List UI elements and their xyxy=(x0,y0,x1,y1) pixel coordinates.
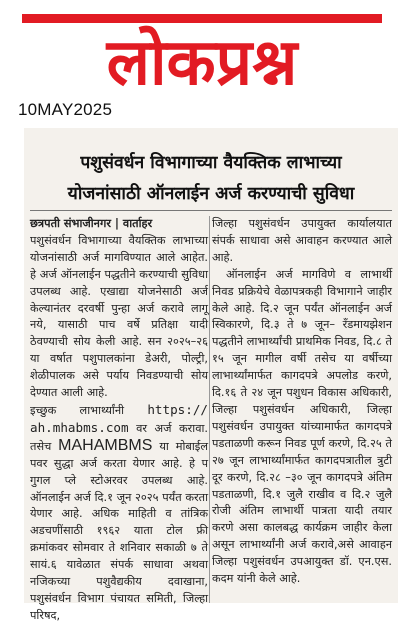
website-url: ah.mhabms.com xyxy=(30,419,129,435)
dateline: छत्रपती संभाजीनगर | वार्ताहर xyxy=(30,217,153,230)
masthead-logo-graphic xyxy=(22,2,382,98)
column-divider xyxy=(209,216,210,603)
apply-intro: इच्छुक लाभार्थ्यांनी xyxy=(30,403,125,417)
headline-line-2: योजनांसाठी ऑनलाईन अर्ज करण्याची सुविधा xyxy=(67,184,355,204)
body-paragraph-2 xyxy=(30,402,208,625)
edition-date: 10MAY2025 xyxy=(18,100,113,119)
headline-line-1: पशुसंवर्धन विभागाच्या वैयक्तिक लाभाच्या xyxy=(80,153,342,173)
news-clipping xyxy=(24,128,398,622)
apply-instruction: वर अर्ज करावा. तसेच xyxy=(30,421,208,453)
body-paragraph-4: जिल्हा पशुसंवर्धन उपायुक्त कार्यालयात संपर्क साधावा असे आवाहन करण्यात आले आहे. xyxy=(212,217,392,264)
body-paragraph-1: पशुसंवर्धन विभागाच्या वैयक्तिक लाभाच्या योजनांसाठी अर्ज मागविण्यात आले आहेत. हे अर्ज ऑनलाईन पद्धतीने करण्याची सुविधा उपलब्ध आहे. एखाद्या योजनेसाठी अर्ज केल्यानंतर दरवर्षी पुन्हा अर्ज करावे लागू नये, यासाठी पाच वर्षे प्रतिक्षा यादी ठेवण्याची सोय केली आहे. सन २०२५–२६ या वर्षात पशुपालकांना डेअरी, पोल्ट्री, शेळीपालक असे पर्याय निवडण्याची सोय देण्यात आली आहे. xyxy=(30,233,208,400)
left-column xyxy=(30,216,208,625)
body-paragraph-5: ऑनलाईन अर्ज मागविणे व लाभार्थी निवड प्रक्रियेचे वेळापत्रकही विभागाने जाहीर केले आहे. दि.२ जून पर्यंत ऑनलाईन अर्ज स्विकारणे, दि.३ ते ७ जून– रँडमायझेशन पद्धतीने लाभार्थ्यांची प्राथमिक निवड, दि.८ ते १५ जून मागील वर्षी तसेच या वर्षीच्या लाभार्थ्यांमार्फत कागदपत्रे अपलोड करणे, दि.१६ ते २४ जून पशुधन विकास अधिकारी, जिल्हा पशुसंवर्धन अधिकारी, जिल्हा पशुसंवर्धन उपायुक्त यांच्यामार्फत कागदपत्रे पडताळणी करून निवड पूर्ण करणे, दि.२५ ते २७ जून लाभार्थ्यांमार्फत कागदपत्रातील त्रुटी दूर करणे, दि.२८ –३० जून कागदपत्रे अंतिम पडताळणी, दि.१ जुलै राखीव व दि.२ जुलै रोजी अंतिम लाभार्थी पात्रता यादी तयार करणे असा कालबद्ध कार्यक्रम जाहीर केला असून लाभार्थ्यांनी अर्ज करावे,असे आवाहन जिल्हा पशुसंवर्धन उपआयुक्त डॉ. एन.एस. कदम यांनी केले आहे. xyxy=(212,267,392,586)
masthead-logo-text: लोकप्रश्न xyxy=(106,26,298,100)
newspaper-masthead-logo xyxy=(22,2,382,98)
right-column xyxy=(212,216,392,588)
website-url-prefix: https:// xyxy=(147,401,208,417)
headline-rule xyxy=(30,210,392,211)
app-name: MAHAMBMS xyxy=(58,436,153,454)
body-paragraph-3: या मोबाईल पवर सुद्धा अर्ज करता येणार आहे. हे प गुगल प्ले स्टोअरवर उपलब्ध आहे. ऑनलाईन अर्ज दि.१ जून २०२५ पर्यंत करता येणार आहे. अधिक माहिती व तांत्रिक अडचणींसाठी १९६२ याता टोल फ्री क्रमांकवर सोमवार ते शनिवार सकाळी ७ ते सायं.६ यावेळात संपर्क साधावा अथवा नजिकच्या पशुवैद्यकीय दवाखाना, पशुसंवर्धन विभाग पंचायत समिती, जिल्हा परिषद, xyxy=(30,439,208,622)
